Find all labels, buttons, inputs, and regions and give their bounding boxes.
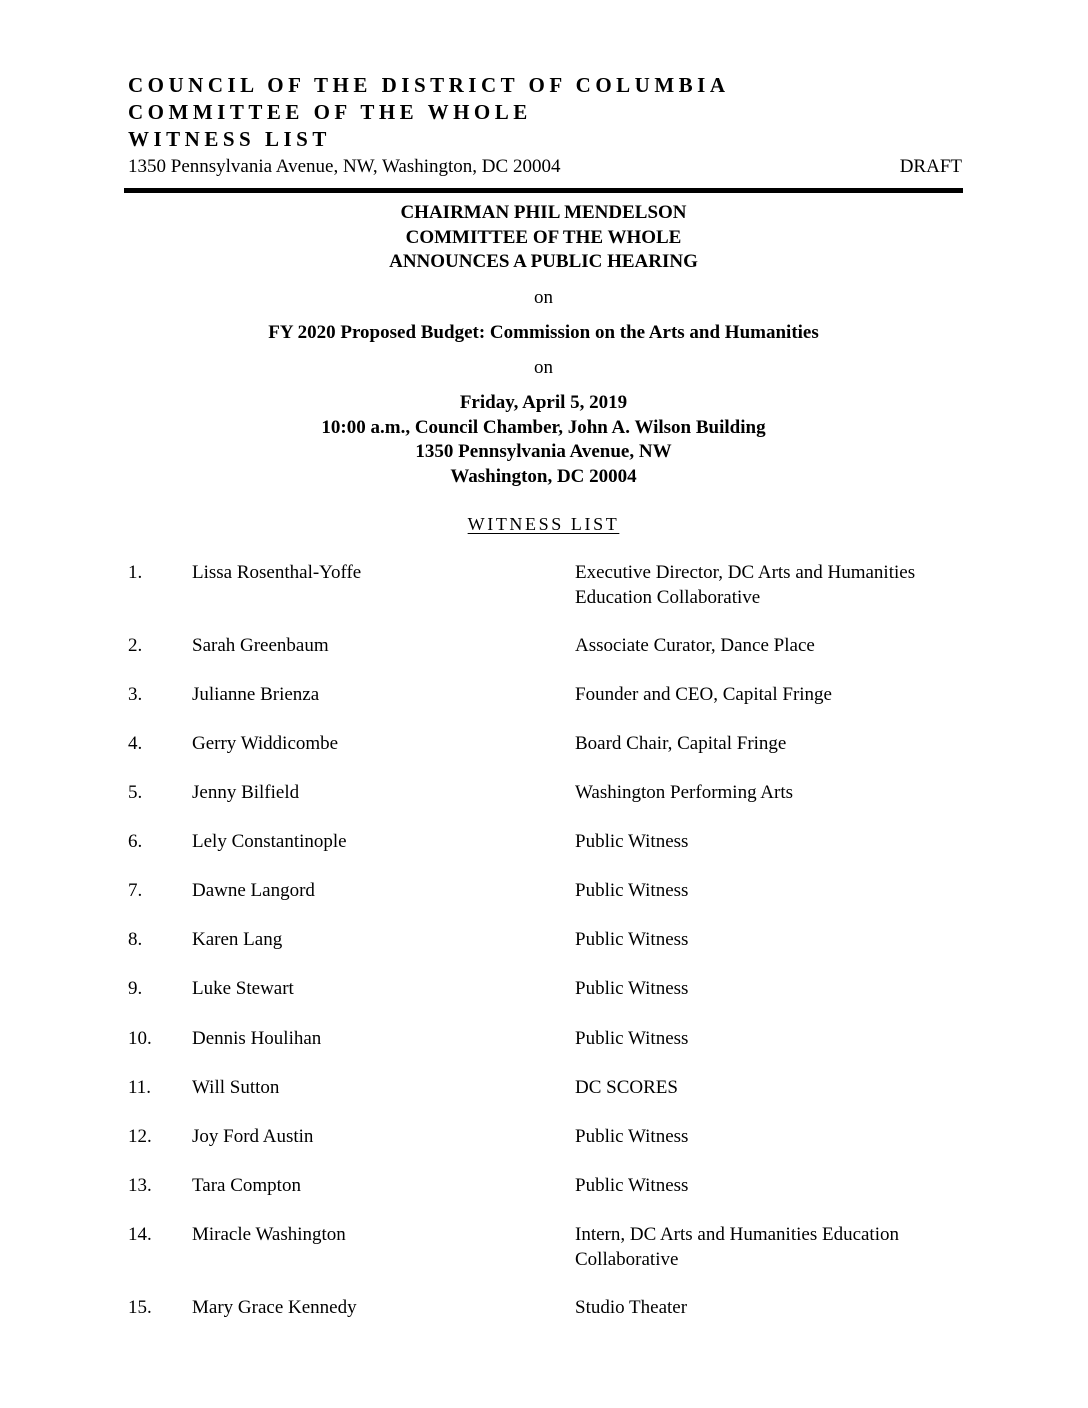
- witness-affiliation: Board Chair, Capital Fringe: [575, 733, 787, 754]
- witness-number: 8.: [128, 929, 143, 950]
- witness-name: Lely Constantinople: [192, 831, 347, 852]
- witness-number: 15.: [128, 1297, 152, 1318]
- witness-number: 7.: [128, 880, 143, 901]
- witness-number: 2.: [128, 635, 143, 656]
- council-title: COUNCIL OF THE DISTRICT OF COLUMBIA: [128, 73, 730, 97]
- witness-name: Luke Stewart: [192, 978, 294, 999]
- witness-name: Jenny Bilfield: [192, 782, 300, 803]
- witness-name: Dennis Houlihan: [192, 1028, 322, 1049]
- council-address: 1350 Pennsylvania Avenue, NW, Washington, DC 20004: [128, 156, 561, 177]
- hearing-time-place: 10:00 a.m., Council Chamber, John A. Wilson Building: [321, 416, 766, 438]
- witness-number: 11.: [128, 1077, 152, 1098]
- announcement-committee: COMMITTEE OF THE WHOLE: [405, 226, 682, 248]
- committee-title: COMMITTEE OF THE WHOLE: [128, 100, 532, 124]
- witness-number: 4.: [128, 733, 143, 754]
- witness-name: Julianne Brienza: [192, 684, 320, 705]
- hearing-subject: FY 2020 Proposed Budget: Commission on the Arts and Humanities: [268, 322, 819, 343]
- witness-number: 5.: [128, 782, 143, 803]
- witness-affiliation: Public Witness: [575, 880, 689, 901]
- witness-name: Will Sutton: [192, 1077, 280, 1098]
- witness-affiliation: Public Witness: [575, 1175, 689, 1196]
- witness-list-heading: [124, 512, 963, 536]
- witness-affiliation: Public Witness: [575, 1126, 689, 1147]
- hearing-city: Washington, DC 20004: [450, 465, 637, 487]
- witness-affiliation: DC SCORES: [575, 1077, 678, 1098]
- announcement-chairman: CHAIRMAN PHIL MENDELSON: [400, 202, 687, 223]
- draft-label: DRAFT: [899, 156, 962, 177]
- witness-number: 3.: [128, 684, 143, 705]
- witness-affiliation: Studio Theater: [575, 1297, 688, 1318]
- hearing-street: 1350 Pennsylvania Avenue, NW: [415, 441, 672, 462]
- witness-affiliation: Executive Director, DC Arts and Humanities Education Collaborative: [575, 562, 916, 608]
- witness-affiliation: Public Witness: [575, 831, 689, 852]
- witness-number: 1.: [128, 562, 143, 583]
- witness-name: Miracle Washington: [192, 1224, 346, 1245]
- document-type-title: WITNESS LIST: [128, 127, 331, 151]
- witness-name: Mary Grace Kennedy: [192, 1297, 357, 1318]
- witness-number: 12.: [128, 1126, 152, 1147]
- hearing-details: [124, 391, 963, 489]
- header-divider: [124, 188, 963, 193]
- witness-affiliation: Public Witness: [575, 929, 689, 950]
- address-row: [128, 155, 962, 179]
- announcement-hearing: ANNOUNCES A PUBLIC HEARING: [389, 251, 698, 272]
- witness-name: Tara Compton: [192, 1175, 301, 1196]
- document-header: [128, 72, 962, 179]
- witness-affiliation: Associate Curator, Dance Place: [575, 635, 815, 656]
- witness-affiliation: Washington Performing Arts: [575, 782, 794, 803]
- witness-number: 6.: [128, 831, 143, 852]
- witness-name: Sarah Greenbaum: [192, 635, 329, 656]
- witness-name: Joy Ford Austin: [192, 1126, 314, 1147]
- witness-affiliation: Intern, DC Arts and Humanities Education Collaborative: [575, 1224, 899, 1270]
- witness-number: 14.: [128, 1224, 152, 1245]
- witness-affiliation: Founder and CEO, Capital Fringe: [575, 684, 832, 705]
- hearing-date: Friday, April 5, 2019: [459, 392, 628, 413]
- witness-number: 9.: [128, 978, 143, 999]
- witness-list-heading-text: WITNESS LIST: [467, 514, 620, 534]
- witness-affiliation: Public Witness: [575, 1028, 689, 1049]
- witness-name: Gerry Widdicombe: [192, 733, 339, 754]
- witness-name: Lissa Rosenthal-Yoffe: [192, 562, 362, 583]
- witness-name: Karen Lang: [192, 929, 283, 950]
- announcement-block: [124, 201, 963, 275]
- connector-on: on: [534, 287, 553, 308]
- witness-number: 10.: [128, 1028, 152, 1049]
- connector-on: on: [534, 357, 553, 378]
- witness-number: 13.: [128, 1175, 152, 1196]
- witness-affiliation: Public Witness: [575, 978, 689, 999]
- witness-name: Dawne Langord: [192, 880, 315, 901]
